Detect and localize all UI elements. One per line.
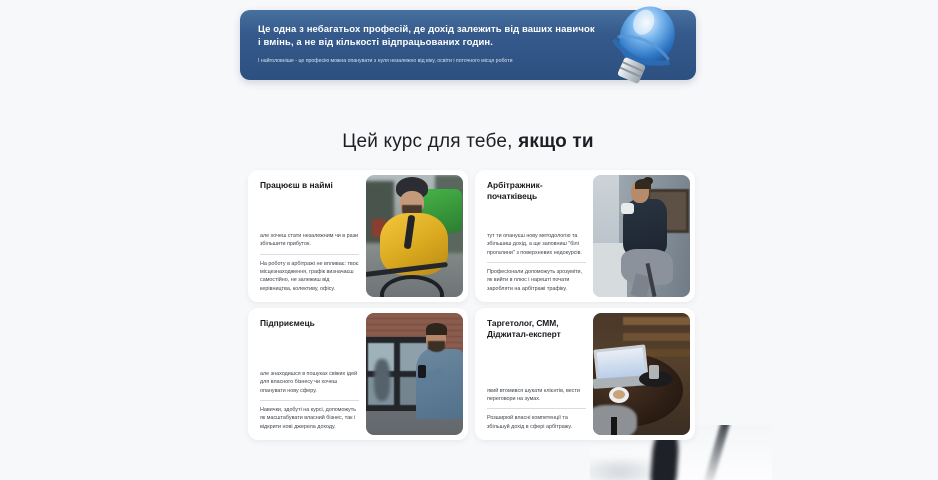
card-paragraph: Навички, здобуті на курсі, допоможуть як масштабувати власний бізнес, так і відкрити нові джерела доходу. — [260, 406, 357, 430]
card-title: Таргетолог, СММ, Діджитал-експерт — [487, 318, 561, 339]
card-text — [248, 170, 366, 302]
section-title-regular: Цей курс для тебе, — [342, 131, 519, 152]
divider — [487, 262, 586, 263]
card-employee — [248, 170, 468, 302]
card-paragraph: На роботу в арбітражі не впливає: твоє місцезнаходження, графік визначаєш самостійно, не залежиш від керівництва, колективу, офісу. — [260, 260, 359, 292]
section-title — [240, 131, 696, 153]
card-title: Підприємець — [260, 318, 315, 328]
section-title-bold: якщо ти — [518, 131, 594, 152]
card-beginner-arbitrager — [475, 170, 695, 302]
laptop-on-cafe-table-photo — [593, 313, 690, 435]
card-text — [475, 308, 593, 440]
audience-cards-grid — [248, 170, 695, 440]
card-digital-expert — [475, 308, 695, 440]
card-paragraph: Професіонали допоможуть зрозуміти, як вийти в плюс і нарешті почати заробляти на арбітражі трафіку. — [487, 268, 582, 292]
banner-subline: І найголовніше - це професію можна опанувати з нуля незалежно від віку, освіти і поточного місця роботи — [258, 57, 513, 64]
card-paragraph: тут ти опануєш нову методологію та збільшиш дохід, а ще заповниш "білі прогалини" з поверхневих недокурсів. — [487, 232, 582, 256]
card-paragraph: але знаходишся в пошуках свіжих ідей для власного бізнесу чи хочеш опанувати нову сферу. — [260, 370, 358, 394]
man-drinking-coffee-photo — [593, 175, 690, 297]
card-paragraph: але хочеш стати незалежним чи в рази збільшити прибуток. — [260, 232, 359, 248]
card-text — [248, 308, 366, 440]
card-text — [475, 170, 593, 302]
lightbulb-icon — [586, 0, 700, 104]
card-entrepreneur — [248, 308, 468, 440]
card-title: Працюєш в наймі — [260, 180, 333, 190]
banner-headline: Це одна з небагатьох професій, де дохід залежить від ваших навичок і вмінь, а не від кількості відпрацьованих годин. — [258, 24, 595, 49]
card-title: Арбітражник-початківець — [487, 180, 543, 201]
divider — [487, 408, 586, 409]
divider — [260, 400, 359, 401]
man-with-phone-photo — [366, 313, 463, 435]
info-banner — [240, 10, 696, 80]
divider — [260, 254, 359, 255]
card-paragraph: Розширюй власні компетенції та збільшуй дохід в сфері арбітражу. — [487, 415, 573, 430]
card-paragraph: який втомився шукати клієнтів, вести переговори на зумах. — [487, 387, 580, 402]
courier-on-bike-photo — [366, 175, 463, 297]
